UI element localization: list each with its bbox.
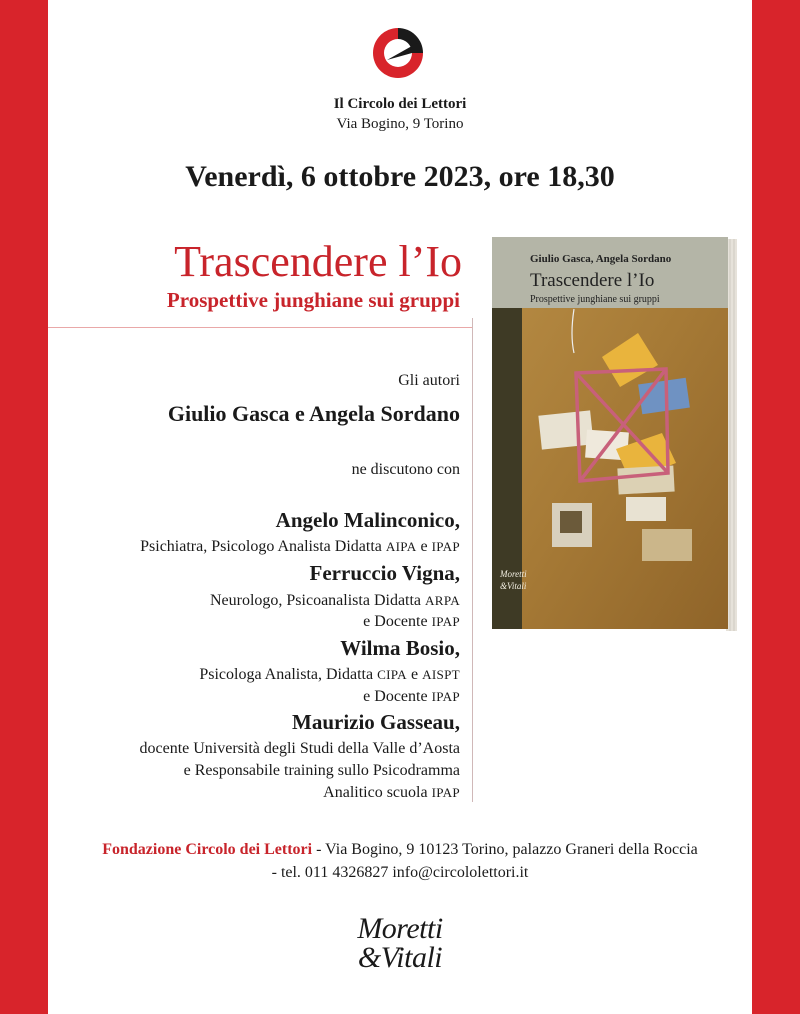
book-subtitle: Prospettive junghiane sui gruppi bbox=[166, 288, 460, 312]
footer-contact: - tel. 011 4326827 info@circololettori.it bbox=[271, 864, 529, 881]
publisher-line1: Moretti bbox=[357, 912, 443, 945]
left-red-band bbox=[0, 0, 48, 1014]
venue-address: Via Bogino, 9 Torino bbox=[336, 116, 464, 132]
authors-label: Gli autori bbox=[398, 372, 460, 389]
authors-names: Giulio Gasca e Angela Sordano bbox=[167, 401, 460, 426]
panelist-description: Neurologo, Psicoanalista Didatta ARPA bbox=[209, 592, 460, 609]
panelist-description: e Docente IPAP bbox=[363, 688, 460, 705]
cover-authors: Giulio Gasca, Angela Sordano bbox=[530, 253, 672, 265]
panelist-description: Analitico scuola IPAP bbox=[323, 784, 460, 801]
panelist-name: Maurizio Gasseau, bbox=[292, 710, 460, 734]
venue-name: Il Circolo dei Lettori bbox=[333, 96, 467, 112]
divider-horizontal bbox=[48, 327, 472, 328]
cover-publisher-line2: &Vitali bbox=[500, 581, 527, 591]
panelist-description: e Docente IPAP bbox=[363, 613, 460, 630]
cover-title: Trascendere l’Io bbox=[530, 270, 655, 291]
footer-address: Fondazione Circolo dei Lettori - Via Bogino, 9 10123 Torino, palazzo Graneri della Roccia bbox=[102, 841, 698, 858]
footer-org: Fondazione Circolo dei Lettori bbox=[102, 841, 313, 858]
publisher-line2: &Vitali bbox=[357, 941, 443, 974]
discuss-label: ne discutono con bbox=[351, 461, 460, 478]
panelist-name: Angelo Malinconico, bbox=[275, 508, 460, 532]
panelist-description: Psichiatra, Psicologo Analista Didatta AIPA e IPAP bbox=[140, 538, 460, 555]
publisher-logo bbox=[0, 914, 800, 972]
cover-subtitle: Prospettive junghiane sui gruppi bbox=[530, 294, 660, 305]
event-date: Venerdì, 6 ottobre 2023, ore 18,30 bbox=[185, 160, 615, 193]
panelist-description: e Responsabile training sullo Psicodramma bbox=[183, 762, 460, 779]
right-red-band bbox=[752, 0, 800, 1014]
panelist-name: Ferruccio Vigna, bbox=[309, 561, 460, 585]
panelist-description: docente Università degli Studi della Valle d’Aosta bbox=[139, 740, 460, 757]
panelist-description: Psicologa Analista, Didatta CIPA e AISPT bbox=[199, 666, 460, 683]
book-title: Trascendere l’Io bbox=[174, 237, 462, 286]
divider-vertical bbox=[472, 318, 473, 802]
circolo-logo-icon bbox=[367, 22, 429, 84]
panelist-name: Wilma Bosio, bbox=[340, 636, 460, 660]
cover-publisher-line1: Moretti bbox=[500, 569, 527, 579]
book-cover-image bbox=[490, 235, 739, 633]
